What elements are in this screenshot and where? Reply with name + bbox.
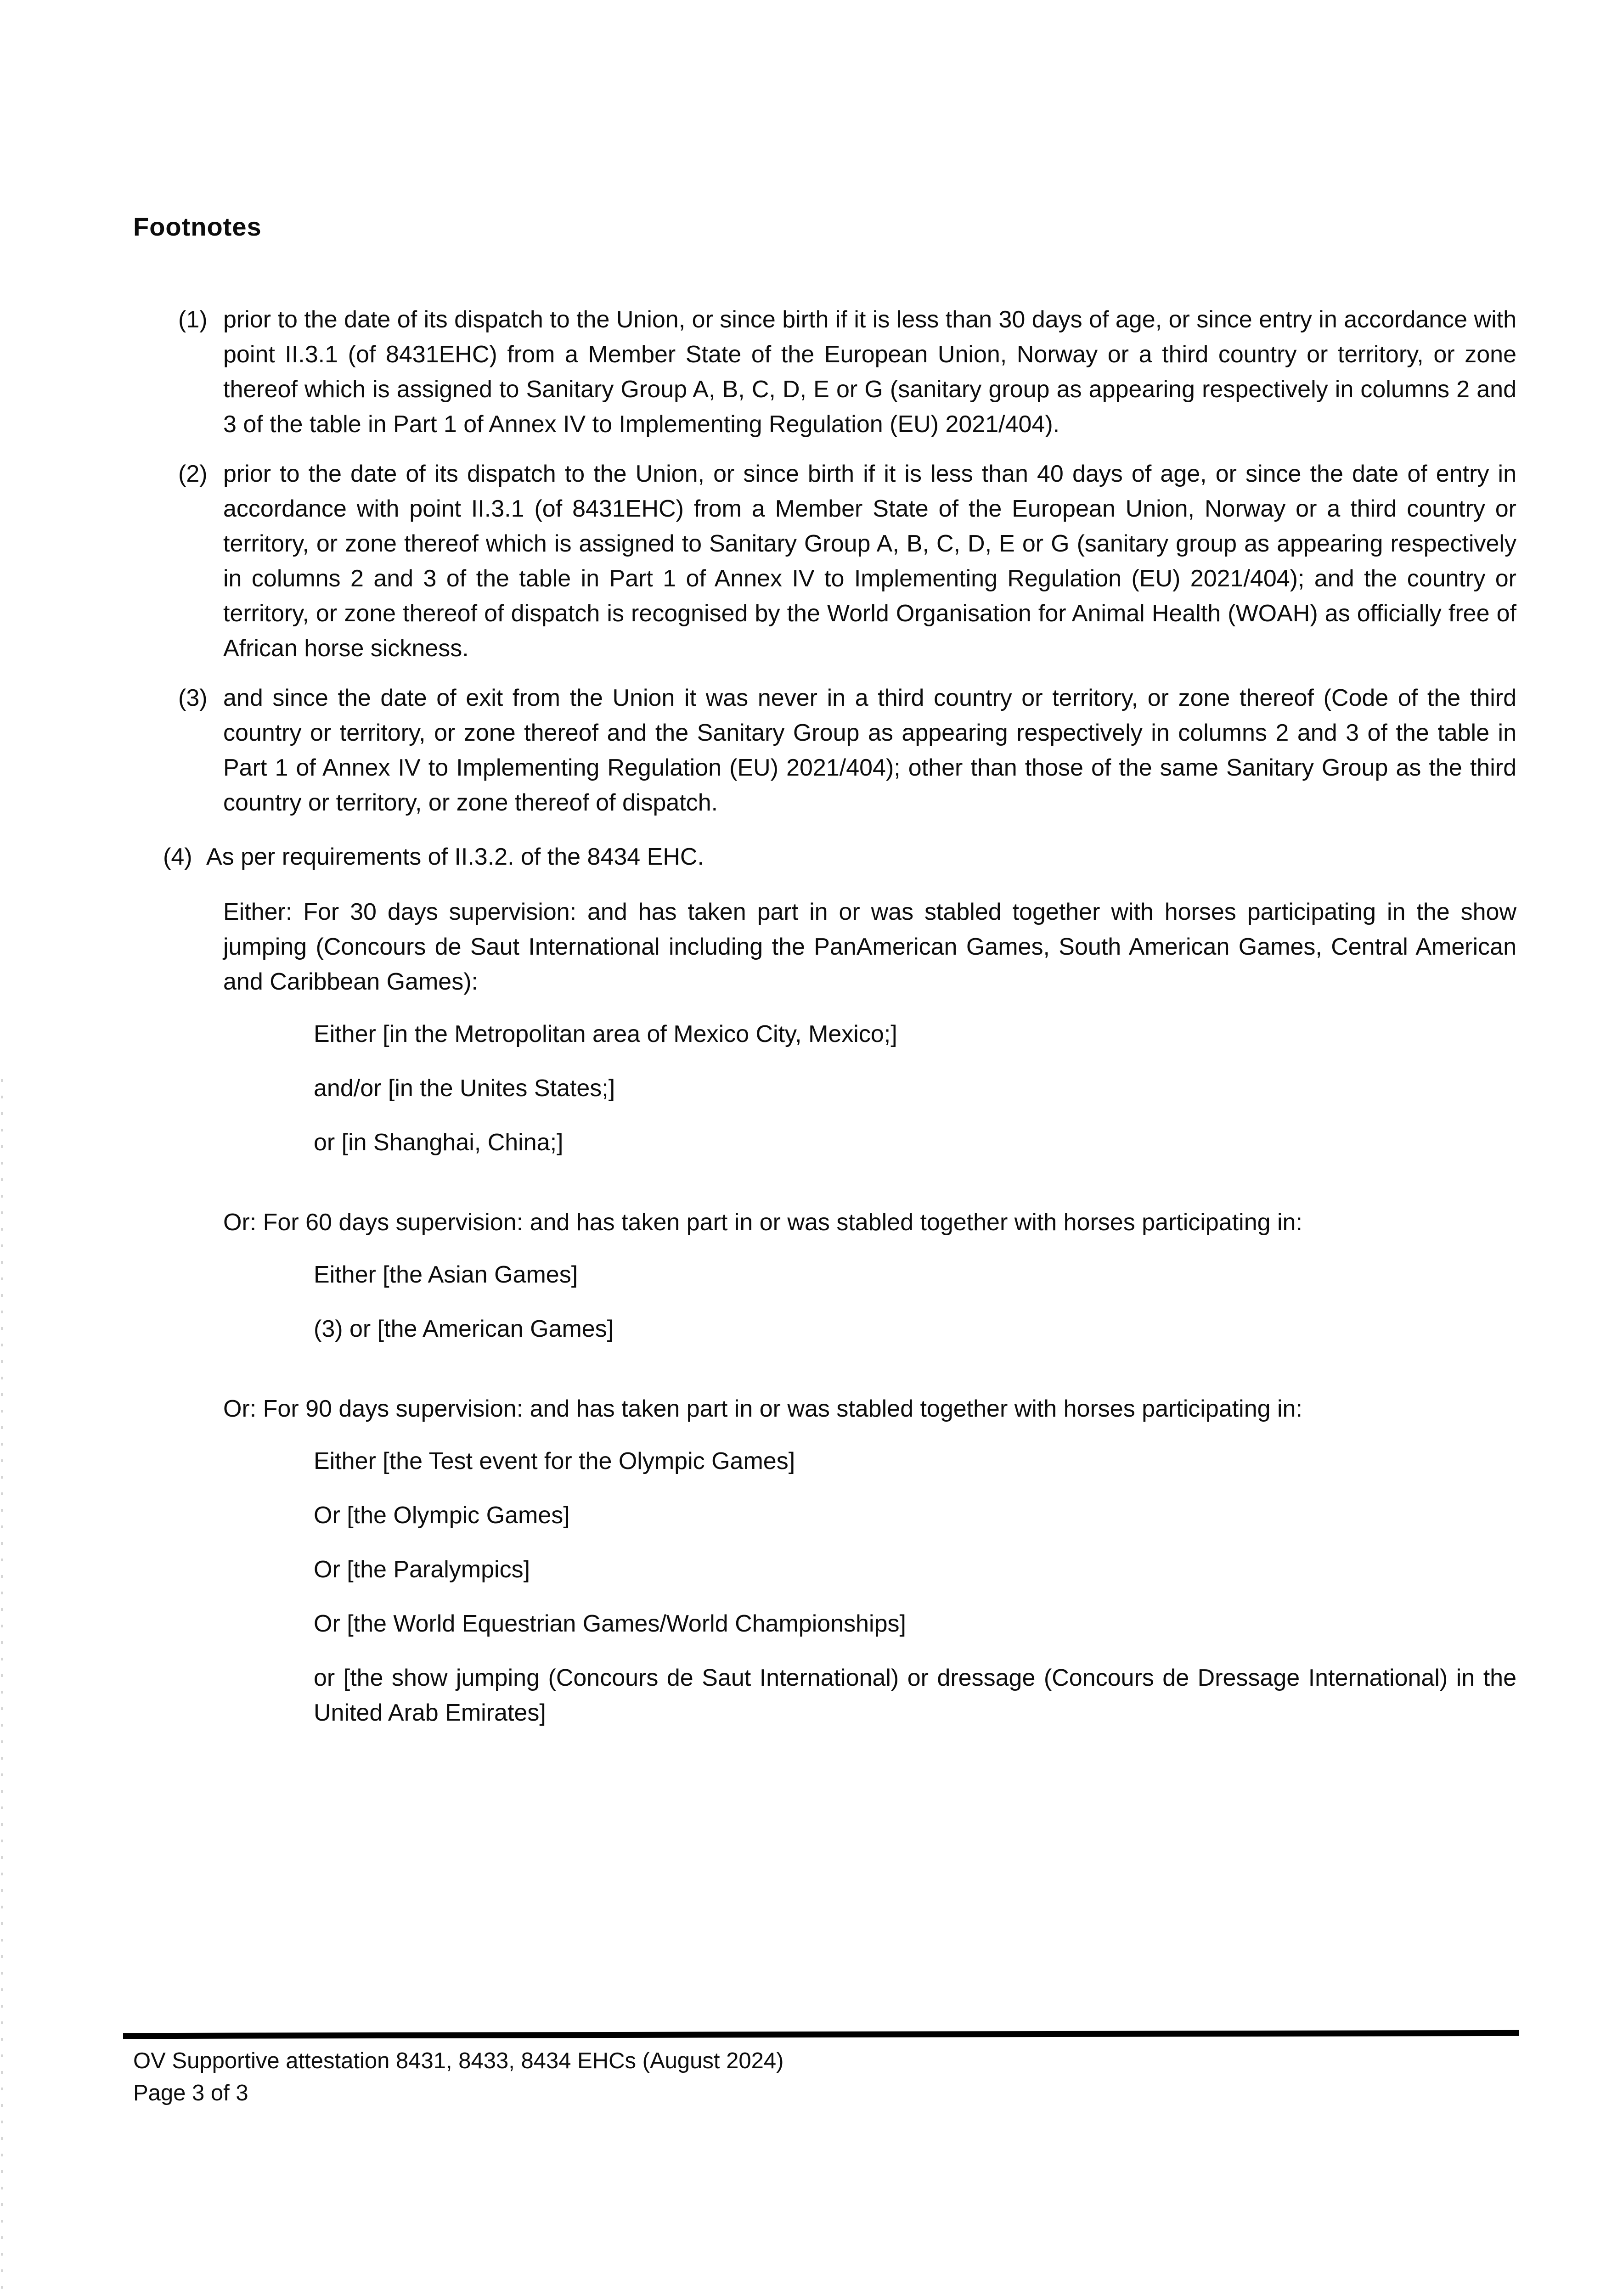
footnote-3-text: and since the date of exit from the Union it was never in a third country or territory, or zone thereof (Code of the third country or territory, or zone thereof and the Sanitary Group as appearing respectively in columns 2 and 3 of the table in Part 1 of Annex IV to Implementing Regulation (EU) 2021/404); other than those of the same Sanitary Group as the third country or territory, or zone thereof of dispatch. — [223, 685, 1516, 816]
footnote-2 — [133, 456, 1516, 666]
footnote-4-text: As per requirements of II.3.2. of the 8434 EHC. — [206, 844, 704, 870]
supervision-30-intro: Either: For 30 days supervision: and has taken part in or was stabled together with horses participating in the show jumping (Concours de Saut International including the PanAmerican Games, South American Games, Central American and Caribbean Games): — [223, 899, 1516, 995]
footnote-1-text: prior to the date of its dispatch to the Union, or since birth if it is less than 30 days of age, or since entry in accordance with point II.3.1 (of 8431EHC) from a Member State of the European Union, Norway or a third country or territory, or zone thereof which is assigned to Sanitary Group A, B, C, D, E or G (sanitary group as appearing respectively in columns 2 and 3 of the table in Part 1 of Annex IV to Implementing Regulation (EU) 2021/404). — [223, 306, 1516, 438]
footnote-4-number: (4) — [163, 844, 192, 870]
supervision-90-option-5: or [the show jumping (Concours de Saut International) or dressage (Concours de Dressage International) in the United Arab Emirates] — [314, 1665, 1516, 1726]
supervision-60-intro: Or: For 60 days supervision: and has taken part in or was stabled together with horses participating in: — [223, 1209, 1302, 1236]
supervision-90-intro: Or: For 90 days supervision: and has taken part in or was stabled together with horses participating in: — [223, 1396, 1302, 1422]
supervision-30-option-2: and/or [in the Unites States;] — [314, 1075, 615, 1102]
footer-rule — [123, 2030, 1519, 2039]
supervision-90-option-2: Or [the Olympic Games] — [314, 1502, 570, 1529]
page-title: Footnotes — [133, 212, 262, 241]
footnote-1 — [133, 302, 1516, 442]
footnote-3-number: (3) — [178, 685, 208, 711]
supervision-90-option-1: Either [the Test event for the Olympic Games] — [314, 1448, 795, 1474]
footnote-1-number: (1) — [178, 306, 208, 333]
supervision-60-option-2: (3) or [the American Games] — [314, 1316, 614, 1342]
supervision-60-option-1: Either [the Asian Games] — [314, 1261, 578, 1288]
footnote-2-number: (2) — [178, 461, 208, 487]
footer-attestation: OV Supportive attestation 8431, 8433, 8434 EHCs (August 2024) — [133, 2048, 784, 2073]
document-content — [133, 212, 1516, 1750]
footnote-3 — [133, 681, 1516, 820]
footnote-2-text: prior to the date of its dispatch to the Union, or since birth if it is less than 40 days of age, or since the date of entry in accordance with point II.3.1 (of 8431EHC) from a Member State of the European Union, Norway or a third country or territory, or zone thereof which is assigned to Sanitary Group A, B, C, D, E or G (sanitary group as appearing respectively in columns 2 and 3 of the table in Part 1 of Annex IV to Implementing Regulation (EU) 2021/404); and the country or territory, or zone thereof of dispatch is recognised by the World Organisation for Animal Health (WOAH) as officially free of African horse sickness. — [223, 461, 1516, 662]
supervision-90-option-3: Or [the Paralympics] — [314, 1556, 530, 1583]
supervision-30-option-3: or [in Shanghai, China;] — [314, 1129, 564, 1156]
supervision-30-option-1: Either [in the Metropolitan area of Mexico City, Mexico;] — [314, 1021, 897, 1047]
supervision-90-option-4: Or [the World Equestrian Games/World Championships] — [314, 1610, 906, 1637]
page-footer — [123, 2032, 1519, 2109]
footer-page-number: Page 3 of 3 — [133, 2081, 248, 2105]
scan-artifact-left-edge — [1, 1079, 3, 2291]
footnote-4 — [133, 839, 1516, 874]
